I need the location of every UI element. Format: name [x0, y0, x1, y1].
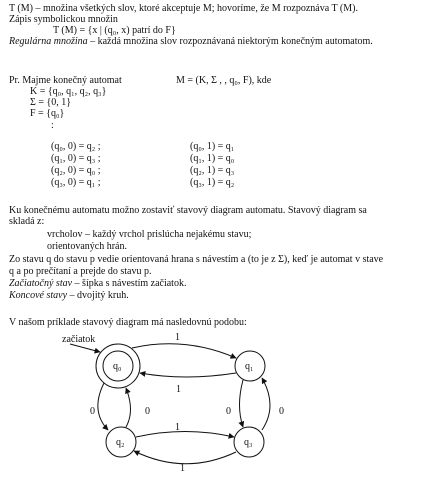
edge-label-q0-q2: 0	[90, 406, 95, 417]
list-item-vertices: vrcholov – každý vrchol prislúcha nejakému stavu;	[47, 229, 252, 240]
diagram-paragraph-1b: skladá z:	[9, 216, 45, 227]
example-colon: :	[51, 120, 54, 131]
edge-q3-q2	[134, 451, 236, 464]
edge-label-q1-q3: 0	[226, 406, 231, 417]
start-state-note	[9, 278, 186, 289]
example-K: K = {q₀, q₁, q₂, q₃}	[30, 86, 107, 97]
edge-label-q3-q1: 0	[279, 406, 284, 417]
final-state-term: Koncové stavy	[9, 290, 68, 301]
edge-q2-q3	[136, 432, 234, 438]
edge-q1-q0	[140, 373, 236, 377]
final-state-rest: – dvojitý kruh.	[67, 290, 129, 301]
transition-row: (q₀, 1) = q₁	[190, 141, 235, 152]
regular-set-term: Regulárna množina	[9, 36, 88, 47]
final-state-note	[9, 290, 129, 301]
edge-label-q3-q2: 1	[180, 463, 185, 474]
diagram-paragraph-2a: Zo stavu q do stavu p vedie orientovaná hrana s návestím a (to je z Σ), keď je automat v stave	[9, 254, 384, 265]
transition-row: (q₁, 0) = q₃ ;	[51, 153, 101, 164]
state-q0	[96, 344, 140, 388]
start-label: začiatok	[62, 334, 96, 345]
state-q0-label: q₀	[113, 361, 122, 372]
edge-label-q2-q3: 1	[175, 422, 180, 433]
transition-row: (q₂, 1) = q₃	[190, 165, 235, 176]
transition-row: (q₁, 1) = q₀	[190, 153, 235, 164]
edge-q3-q1	[262, 378, 270, 430]
edge-q0-q1	[132, 344, 236, 358]
example-tuple: M = (K, Σ , , q₀, F), kde	[176, 75, 272, 86]
example-label: Pr. Majme konečný automat	[9, 75, 122, 86]
state-q1	[235, 351, 265, 381]
start-state-term: Začiatočný stav	[9, 278, 73, 289]
state-q2-label: q₂	[116, 437, 125, 448]
edge-q1-q3	[240, 380, 244, 427]
edge-q2-q0	[126, 388, 131, 427]
edge-label-q0-q1: 1	[175, 332, 180, 343]
start-arrow	[70, 344, 100, 352]
edge-label-q2-q0: 0	[145, 406, 150, 417]
state-q3	[234, 427, 264, 457]
state-q1-label: q₁	[245, 361, 254, 372]
regular-set-rest: – každá množina slov rozpoznávaná niektorým konečným automatom.	[87, 36, 373, 47]
transition-row: (q₃, 1) = q₂	[190, 177, 235, 188]
state-q2	[106, 427, 136, 457]
example-F: F = {q₀}	[30, 108, 65, 119]
transition-row: (q₂, 0) = q₀ ;	[51, 165, 101, 176]
edge-q0-q2	[98, 383, 108, 430]
transition-row: (q₃, 0) = q₁ ;	[51, 177, 101, 188]
example-sigma: Σ = {0, 1}	[30, 97, 72, 108]
intro-line-2: Zápis symbolickou množin	[9, 14, 118, 25]
start-state-rest: – šípka s návestím začiatok.	[72, 278, 187, 289]
diagram-intro: V našom príklade stavový diagram má nasledovnú podobu:	[9, 317, 247, 328]
transition-row: (q₀, 0) = q₂ ;	[51, 141, 101, 152]
state-diagram	[0, 326, 444, 498]
list-item-edges: orientovaných hrán.	[47, 241, 127, 252]
diagram-paragraph-1a: Ku konečnému automatu možno zostaviť stavový diagram automatu. Stavový diagram sa	[9, 205, 367, 216]
intro-formula: T (M) = {x | (q₀, x) patrí do F}	[53, 25, 176, 36]
regular-set-definition	[9, 36, 373, 47]
intro-line-1: T (M) – množina všetkých slov, ktoré akceptuje M; hovoríme, že M rozpoznáva T (M).	[9, 3, 358, 14]
edge-label-q1-q0: 1	[176, 384, 181, 395]
diagram-paragraph-2b: q a po prečítaní a prejde do stavu p.	[9, 266, 152, 277]
state-q3-label: q₃	[244, 437, 253, 448]
